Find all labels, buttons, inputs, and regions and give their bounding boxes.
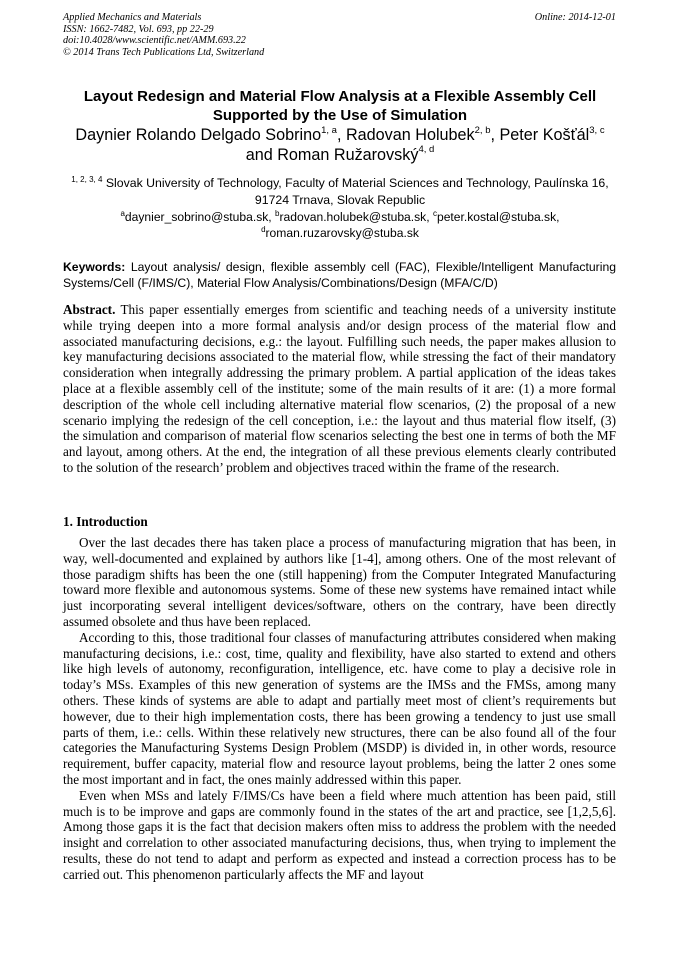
email-address[interactable]: daynier_sobrino@stuba.sk — [124, 210, 269, 224]
online-date: Online: 2014-12-01 — [534, 12, 616, 23]
author-sup: 2, b — [474, 124, 491, 136]
email-line-2: $^d$roman.ruzarovsky@stuba.sk — [261, 224, 419, 240]
section-heading: 1. Introduction — [63, 514, 148, 529]
author-sup: 3, c — [589, 124, 605, 136]
email-list — [60, 210, 620, 241]
abstract — [63, 302, 616, 476]
copyright-line: © 2014 Trans Tech Publications Ltd, Switzerland — [63, 46, 265, 58]
paragraph: Over the last decades there has taken place a process of manufacturing migration that has been, in way, well-documented and explained by authors like [1-4], among others. One of the most relevant of those paradigm shifts has been the one (still happening) from the Computer Integrated Manufacturing toward more flexible and autonomous systems. Some of these new systems have remained intact while just incorporating several intelligent devices/software, others on the contrary, have been directly assumed obsolete and thus have been replaced. — [63, 535, 616, 629]
paragraph: Even when MSs and lately F/IMS/Cs have been a field where much attention has been paid, still much is to be improve and gaps are commonly found in the states of the art and practice, see [1,2,5,6]. Among those gaps it is the fact that decision makers often miss to address the problem with the needed insight and correlation to other associated manufacturing decisions, thus, when trying to implement the results, these do not tend to adapt and perform as expected and instead a correction process has to be carried out. This phenomenon particularly affects the MF and layout — [63, 787, 616, 882]
author-name: Radovan Holubek — [345, 126, 475, 144]
author-list — [50, 126, 630, 165]
author-name: and Roman Ružarovský — [245, 145, 419, 164]
paper-title: Layout Redesign and Material Flow Analysis at a Flexible Assembly Cell Supported by the Use of Simulation — [83, 88, 597, 124]
email-address[interactable]: radovan.holubek@stuba.sk — [279, 210, 427, 224]
keywords-label: Keywords: — [63, 260, 126, 274]
journal-header — [63, 12, 616, 58]
abstract-label: Abstract. — [63, 302, 116, 317]
doi-line: doi:10.4028/www.scientific.net/AMM.693.22 — [63, 35, 246, 47]
affiliation-sup: 1, 2, 3, 4 — [71, 174, 103, 184]
author-name: Daynier Rolando Delgado Sobrino — [75, 126, 322, 144]
email-address[interactable]: roman.ruzarovsky@stuba.sk — [265, 225, 419, 240]
keywords-text: Layout analysis/ design, flexible assembly cell (FAC), Flexible/Intelligent Manufacturing Systems/Cell (F/IMS/C), Material Flow Analysis/Combinations/Design (MFA/C/D) — [63, 260, 617, 290]
journal-name: Applied Mechanics and Materials — [63, 12, 202, 23]
author-sup: 4, d — [418, 144, 435, 156]
author-sup: 1, a — [321, 124, 337, 136]
affiliation-text: Slovak University of Technology, Faculty of Material Sciences and Technology, Paulínska 16, 91724 Trnava, Slovak Republic — [105, 176, 609, 207]
email-line-1: $^a$daynier_sobrino@stuba.sk, $^b$radovan.holubek@stuba.sk, $^c$peter.kostal@stuba.sk, — [120, 208, 560, 224]
affiliation — [60, 175, 620, 208]
issn-line: ISSN: 1662-7482, Vol. 693, pp 22-29 — [63, 23, 214, 35]
email-address[interactable]: peter.kostal@stuba.sk — [436, 210, 557, 224]
section-body — [63, 535, 616, 883]
paragraph: According to this, those traditional four classes of manufacturing attributes considered when making manufacturing decisions, i.e.: cost, time, quality and flexibility, have also started to extend and others like high levels of autonomy, reconfiguration, intelligence, etc. have come to play a decisive role in today’s MSs. Examples of this new generation of systems are the IMSs and the FMSs, among many others. These kinds of systems are able to adapt and partially meet most of client’s requirements but however, due to their high implementation costs, there has been growing a tendency to just use small parts of them, i.e.: cells. Within these relatively new structures, there can be also found all of the four categories the Manufacturing Systems Design Problem (MSDP) is divided in, in other words, resource requirement, buffer capacity, material flow and resource layout problems, being the latter 2 ones some the most important and in fact, the ones mainly addressed within this paper. — [63, 629, 616, 787]
author-line-1: Daynier Rolando Delgado Sobrino$^{1, a}$, Radovan Holubek$^{2, b}$, Peter Košťál$^{3, c}$ — [75, 124, 605, 144]
author-name: Peter Košťál — [499, 126, 590, 144]
keywords — [63, 260, 616, 291]
author-line-2 — [50, 146, 630, 166]
abstract-text: This paper essentially emerges from scientific and teaching needs of a university institute while trying deepen into a more formal analysis and/or design process of the material flow and associated manufacturing decisions, e.g.: the layout. Fulfilling such needs, the paper makes allusion to key manufacturing decisions associated to the material flow, while stressing the fact of their mandatory consideration when integrally addressing the primary problem. A partial application of the ideas takes place at a flexible assembly cell of the institute; some of the main results of it are: (1) a more formal description of the whole cell including alternative material flow scenarios, (2) the proposal of a new scenario implying the redesign of the cell conception, i.e.: the layout and thus material flow itself, (3) the simulation and comparison of material flow scenarios selecting the best one in terms of both the MF and layout, among others. At the end, the integration of all these previous elements clearly contributed to the solution of the research’ problem and objectives traced within the frame of the research. — [63, 302, 617, 475]
